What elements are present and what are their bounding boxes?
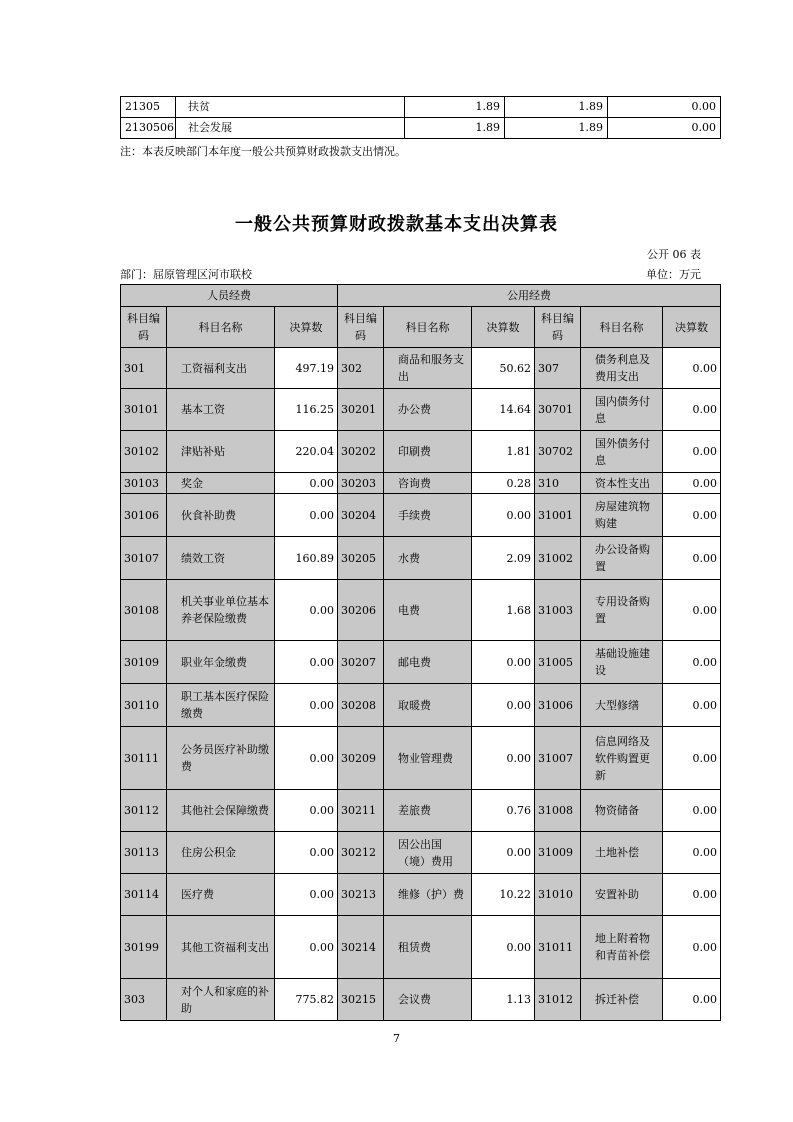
cell-c3: 31012 — [535, 979, 581, 1021]
cell-n1: 工资福利支出 — [167, 348, 275, 389]
cell-c1: 30108 — [121, 580, 167, 641]
cell-c2: 30214 — [338, 916, 384, 979]
cell-n2: 电费 — [384, 580, 472, 641]
table-note: 注：本表反映部门本年度一般公共预算财政拨款支出情况。 — [120, 145, 406, 158]
cell-n3: 办公设备购置 — [581, 537, 663, 580]
cell-c1: 30102 — [121, 431, 167, 473]
cell-n3: 债务利息及费用支出 — [581, 348, 663, 389]
cell-c1: 30111 — [121, 727, 167, 790]
cell-v2: 1.89 — [505, 118, 608, 139]
cell-c3: 31009 — [535, 832, 581, 874]
cell-n3: 拆迁补偿 — [581, 979, 663, 1021]
header-public: 公用经费 — [338, 285, 721, 307]
table-row — [121, 684, 721, 727]
cell-n2: 手续费 — [384, 494, 472, 537]
cell-a1: 0.00 — [275, 684, 338, 727]
cell-c2: 30202 — [338, 431, 384, 473]
cell-a3: 0.00 — [663, 389, 721, 431]
cell-n3: 土地补偿 — [581, 832, 663, 874]
cell-c2: 302 — [338, 348, 384, 389]
cell-c1: 30114 — [121, 874, 167, 916]
cell-a1: 0.00 — [275, 473, 338, 494]
cell-c2: 30211 — [338, 790, 384, 832]
cell-n3: 物资储备 — [581, 790, 663, 832]
cell-a3: 0.00 — [663, 494, 721, 537]
header-code: 科目编码 — [338, 307, 384, 348]
cell-n1: 基本工资 — [167, 389, 275, 431]
cell-n3: 国外债务付息 — [581, 431, 663, 473]
table-row — [121, 916, 721, 979]
cell-a2: 2.09 — [472, 537, 535, 580]
cell-n3: 国内债务付息 — [581, 389, 663, 431]
table-row — [121, 537, 721, 580]
cell-a1: 775.82 — [275, 979, 338, 1021]
cell-n2: 印刷费 — [384, 431, 472, 473]
cell-c3: 310 — [535, 473, 581, 494]
unit-label: 单位：万元 — [646, 268, 701, 281]
cell-n3: 房屋建筑物购建 — [581, 494, 663, 537]
cell-a2: 0.28 — [472, 473, 535, 494]
header-name: 科目名称 — [167, 307, 275, 348]
cell-c1: 30106 — [121, 494, 167, 537]
table-number: 公开 06 表 — [647, 248, 701, 261]
table-row — [121, 348, 721, 389]
cell-c2: 30203 — [338, 473, 384, 494]
cell-c3: 31005 — [535, 641, 581, 684]
cell-v3: 0.00 — [608, 97, 721, 118]
cell-a3: 0.00 — [663, 580, 721, 641]
cell-c3: 31003 — [535, 580, 581, 641]
table-row — [121, 727, 721, 790]
header-name: 科目名称 — [581, 307, 663, 348]
cell-c1: 30109 — [121, 641, 167, 684]
cell-v3: 0.00 — [608, 118, 721, 139]
cell-a2: 50.62 — [472, 348, 535, 389]
cell-n2: 物业管理费 — [384, 727, 472, 790]
table-row — [121, 874, 721, 916]
table-row — [121, 979, 721, 1021]
cell-name: 社会发展 — [176, 118, 405, 139]
cell-n2: 商品和服务支出 — [384, 348, 472, 389]
page-number: 7 — [393, 1032, 400, 1045]
cell-c2: 30213 — [338, 874, 384, 916]
cell-a1: 220.04 — [275, 431, 338, 473]
cell-c2: 30205 — [338, 537, 384, 580]
cell-c2: 30212 — [338, 832, 384, 874]
cell-n1: 公务员医疗补助缴费 — [167, 727, 275, 790]
cell-n1: 其他社会保障缴费 — [167, 790, 275, 832]
cell-a2: 14.64 — [472, 389, 535, 431]
cell-n1: 住房公积金 — [167, 832, 275, 874]
cell-a2: 0.00 — [472, 641, 535, 684]
cell-n1: 对个人和家庭的补助 — [167, 979, 275, 1021]
cell-a1: 0.00 — [275, 874, 338, 916]
cell-n2: 因公出国（境）费用 — [384, 832, 472, 874]
cell-c1: 30107 — [121, 537, 167, 580]
cell-c3: 31001 — [535, 494, 581, 537]
cell-v1: 1.89 — [405, 118, 505, 139]
cell-c2: 30209 — [338, 727, 384, 790]
cell-a1: 0.00 — [275, 727, 338, 790]
cell-a1: 116.25 — [275, 389, 338, 431]
table-row — [121, 97, 721, 118]
table-row — [121, 580, 721, 641]
cell-n3: 地上附着物和青苗补偿 — [581, 916, 663, 979]
cell-v1: 1.89 — [405, 97, 505, 118]
cell-c1: 301 — [121, 348, 167, 389]
cell-a3: 0.00 — [663, 790, 721, 832]
cell-a2: 0.76 — [472, 790, 535, 832]
cell-n2: 办公费 — [384, 389, 472, 431]
cell-c2: 30208 — [338, 684, 384, 727]
cell-a3: 0.00 — [663, 874, 721, 916]
cell-a1: 0.00 — [275, 580, 338, 641]
cell-c3: 30701 — [535, 389, 581, 431]
cell-v2: 1.89 — [505, 97, 608, 118]
cell-n1: 职工基本医疗保险缴费 — [167, 684, 275, 727]
cell-n2: 邮电费 — [384, 641, 472, 684]
cell-a1: 0.00 — [275, 916, 338, 979]
cell-n3: 信息网络及软件购置更新 — [581, 727, 663, 790]
cell-c1: 30199 — [121, 916, 167, 979]
cell-a2: 0.00 — [472, 727, 535, 790]
cell-c3: 31008 — [535, 790, 581, 832]
top-expenditure-table — [120, 96, 721, 139]
table-row — [121, 641, 721, 684]
cell-a1: 0.00 — [275, 641, 338, 684]
cell-a3: 0.00 — [663, 727, 721, 790]
department-label: 部门：屈原管理区河市联校 — [120, 268, 252, 281]
cell-c1: 30112 — [121, 790, 167, 832]
cell-c1: 30110 — [121, 684, 167, 727]
header-name: 科目名称 — [384, 307, 472, 348]
cell-a2: 0.00 — [472, 916, 535, 979]
cell-a2: 1.68 — [472, 580, 535, 641]
cell-c2: 30215 — [338, 979, 384, 1021]
cell-a1: 0.00 — [275, 790, 338, 832]
cell-n1: 医疗费 — [167, 874, 275, 916]
table-row — [121, 790, 721, 832]
table-row — [121, 389, 721, 431]
cell-n3: 专用设备购置 — [581, 580, 663, 641]
cell-c3: 307 — [535, 348, 581, 389]
cell-a3: 0.00 — [663, 979, 721, 1021]
cell-c2: 30204 — [338, 494, 384, 537]
cell-n3: 安置补助 — [581, 874, 663, 916]
cell-n3: 大型修缮 — [581, 684, 663, 727]
cell-n1: 津贴补贴 — [167, 431, 275, 473]
table-row — [121, 494, 721, 537]
cell-n2: 会议费 — [384, 979, 472, 1021]
table-row — [121, 431, 721, 473]
cell-a1: 0.00 — [275, 494, 338, 537]
cell-c3: 31002 — [535, 537, 581, 580]
header-amount: 决算数 — [472, 307, 535, 348]
cell-a2: 1.81 — [472, 431, 535, 473]
cell-a2: 0.00 — [472, 494, 535, 537]
cell-n1: 其他工资福利支出 — [167, 916, 275, 979]
cell-c2: 30201 — [338, 389, 384, 431]
cell-code: 21305 — [121, 97, 176, 118]
cell-n2: 维修（护）费 — [384, 874, 472, 916]
header-personnel: 人员经费 — [121, 285, 338, 307]
table-title: 一般公共预算财政拨款基本支出决算表 — [235, 214, 558, 235]
cell-n3: 资本性支出 — [581, 473, 663, 494]
cell-n2: 租赁费 — [384, 916, 472, 979]
cell-c3: 31011 — [535, 916, 581, 979]
cell-n1: 伙食补助费 — [167, 494, 275, 537]
cell-n2: 取暖费 — [384, 684, 472, 727]
header-amount: 决算数 — [663, 307, 721, 348]
cell-a3: 0.00 — [663, 473, 721, 494]
cell-n1: 职业年金缴费 — [167, 641, 275, 684]
header-code: 科目编码 — [535, 307, 581, 348]
cell-a1: 160.89 — [275, 537, 338, 580]
table-row — [121, 118, 721, 139]
cell-a2: 10.22 — [472, 874, 535, 916]
cell-c3: 31010 — [535, 874, 581, 916]
cell-n1: 奖金 — [167, 473, 275, 494]
cell-n1: 绩效工资 — [167, 537, 275, 580]
cell-n2: 咨询费 — [384, 473, 472, 494]
basic-expenditure-table — [120, 284, 721, 1021]
cell-a3: 0.00 — [663, 832, 721, 874]
cell-n1: 机关事业单位基本养老保险缴费 — [167, 580, 275, 641]
cell-c3: 30702 — [535, 431, 581, 473]
cell-a2: 0.00 — [472, 832, 535, 874]
cell-c1: 30103 — [121, 473, 167, 494]
cell-a3: 0.00 — [663, 916, 721, 979]
cell-a2: 1.13 — [472, 979, 535, 1021]
cell-c3: 31006 — [535, 684, 581, 727]
cell-code: 2130506 — [121, 118, 176, 139]
cell-a2: 0.00 — [472, 684, 535, 727]
cell-a1: 0.00 — [275, 832, 338, 874]
cell-n2: 水费 — [384, 537, 472, 580]
cell-name: 扶贫 — [176, 97, 405, 118]
cell-a1: 497.19 — [275, 348, 338, 389]
cell-a3: 0.00 — [663, 348, 721, 389]
cell-a3: 0.00 — [663, 684, 721, 727]
cell-c2: 30207 — [338, 641, 384, 684]
cell-n3: 基础设施建设 — [581, 641, 663, 684]
table-row — [121, 832, 721, 874]
header-amount: 决算数 — [275, 307, 338, 348]
cell-c3: 31007 — [535, 727, 581, 790]
cell-c1: 303 — [121, 979, 167, 1021]
header-code: 科目编码 — [121, 307, 167, 348]
cell-a3: 0.00 — [663, 641, 721, 684]
cell-c1: 30101 — [121, 389, 167, 431]
cell-a3: 0.00 — [663, 431, 721, 473]
cell-a3: 0.00 — [663, 537, 721, 580]
cell-c1: 30113 — [121, 832, 167, 874]
cell-c2: 30206 — [338, 580, 384, 641]
table-row — [121, 473, 721, 494]
cell-n2: 差旅费 — [384, 790, 472, 832]
